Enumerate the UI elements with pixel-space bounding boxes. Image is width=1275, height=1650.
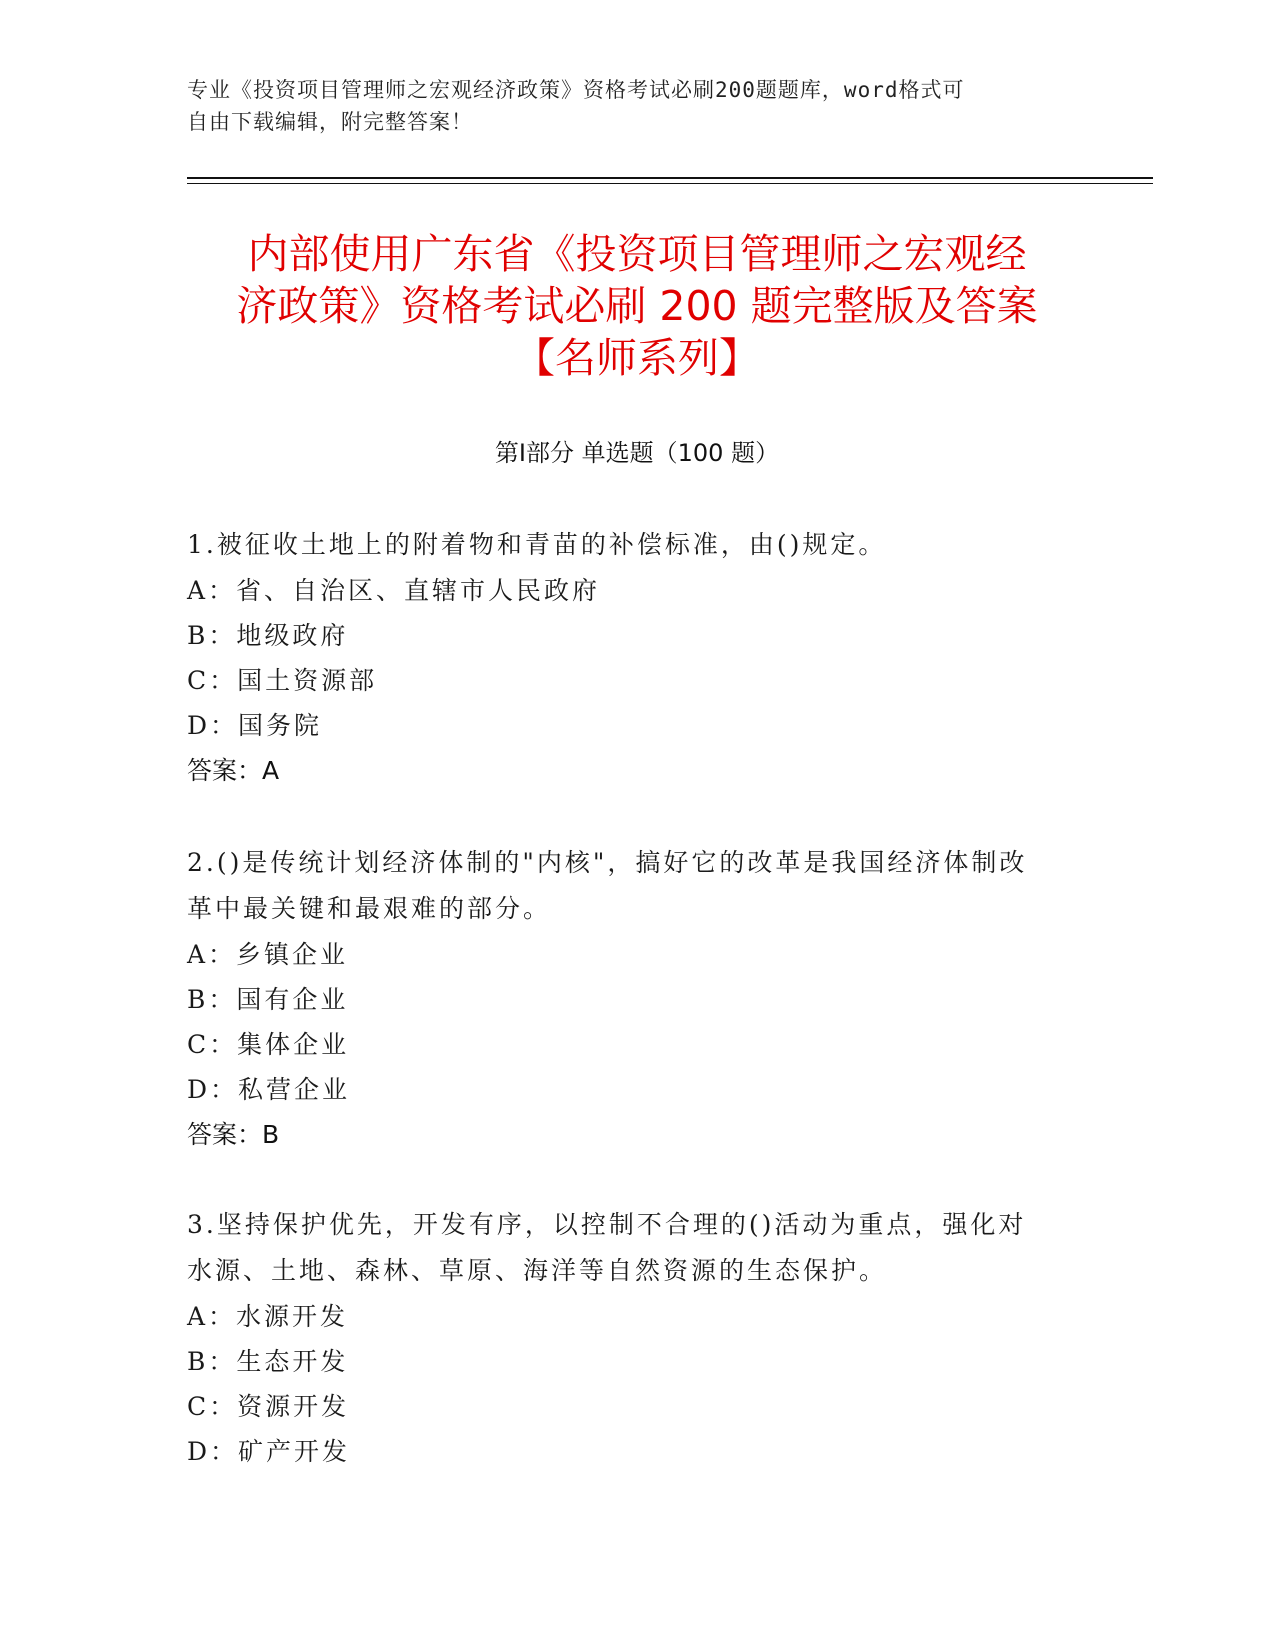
header-divider-thick xyxy=(187,177,1153,179)
question-1-option-a: A：省、自治区、直辖市人民政府 xyxy=(187,576,601,605)
header-divider-thin xyxy=(187,183,1153,184)
header-note-line-2: 自由下载编辑，附完整答案！ xyxy=(187,110,473,134)
question-1-option-d: D：国务院 xyxy=(187,711,323,740)
question-2-answer: 答案：B xyxy=(187,1120,280,1149)
question-1-text: 1.被征收土地上的附着物和青苗的补偿标准，由()规定。 xyxy=(187,530,887,559)
question-3-option-c: C：资源开发 xyxy=(187,1392,350,1421)
question-1-option-c: C：国土资源部 xyxy=(187,666,378,695)
header-note-line-1: 专业《投资项目管理师之宏观经济政策》资格考试必刷200题题库，word格式可 xyxy=(187,78,965,102)
question-2-text-line-1: 2.()是传统计划经济体制的"内核"，搞好它的改革是我国经济体制改 xyxy=(187,848,1028,877)
document-title-line-1: 内部使用广东省《投资项目管理师之宏观经 xyxy=(247,230,1027,278)
question-1 xyxy=(187,522,1087,794)
header-note xyxy=(187,74,1067,138)
question-2 xyxy=(187,840,1087,1158)
question-2-option-a: A：乡镇企业 xyxy=(187,940,349,969)
question-3-text-line-1: 3.坚持保护优先，开发有序，以控制不合理的()活动为重点，强化对 xyxy=(187,1210,1027,1239)
question-2-option-b: B：国有企业 xyxy=(187,985,349,1014)
question-2-option-d: D：私营企业 xyxy=(187,1075,351,1104)
question-3 xyxy=(187,1202,1087,1474)
question-2-text-line-2: 革中最关键和最艰难的部分。 xyxy=(187,894,552,923)
question-1-option-b: B：地级政府 xyxy=(187,621,349,650)
question-3-option-d: D：矿产开发 xyxy=(187,1437,351,1466)
question-3-option-a: A：水源开发 xyxy=(187,1302,349,1331)
document-title xyxy=(187,228,1087,384)
document-title-line-3: 【名师系列】 xyxy=(514,334,760,382)
question-2-option-c: C：集体企业 xyxy=(187,1030,350,1059)
question-3-text-line-2: 水源、土地、森林、草原、海洋等自然资源的生态保护。 xyxy=(187,1256,888,1285)
question-3-option-b: B：生态开发 xyxy=(187,1347,349,1376)
document-title-line-2: 济政策》资格考试必刷 200 题完整版及答案 xyxy=(236,282,1038,330)
section-title: 第Ⅰ部分 单选题（100 题） xyxy=(494,439,780,467)
question-1-answer: 答案：A xyxy=(187,756,280,785)
